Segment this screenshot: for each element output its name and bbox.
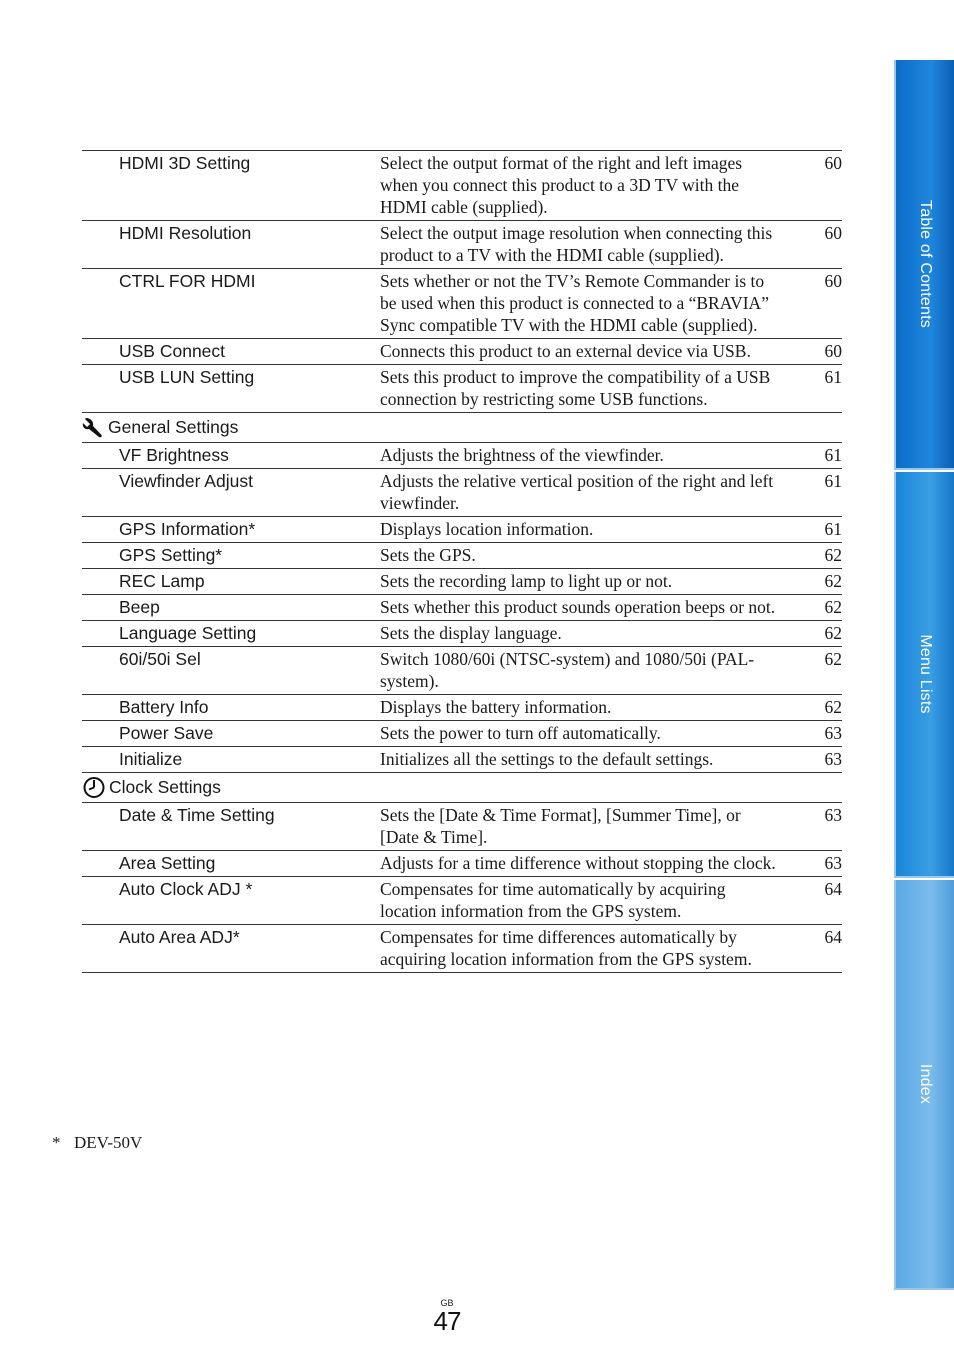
item-name: VF Brightness <box>119 445 229 465</box>
item-name: REC Lamp <box>119 571 205 591</box>
item-description: Adjusts the relative vertical position of the right and left viewfinder. <box>380 471 774 513</box>
tab-table-of-contents[interactable] <box>894 60 954 470</box>
item-description: Displays the battery information. <box>380 697 612 717</box>
table-row <box>82 221 842 269</box>
item-page-number: 63 <box>824 723 842 743</box>
item-name: Auto Area ADJ* <box>119 927 240 947</box>
page-language: GB <box>440 1298 454 1308</box>
item-page-number: 62 <box>824 545 842 565</box>
item-description: Adjusts the brightness of the viewfinder. <box>380 445 664 465</box>
item-name: USB LUN Setting <box>119 367 255 387</box>
item-page-number: 62 <box>824 649 842 669</box>
item-name: 60i/50i Sel <box>119 649 201 669</box>
table-row <box>82 647 842 695</box>
table-row <box>82 269 842 339</box>
item-page-number: 61 <box>824 471 842 491</box>
tab-index[interactable] <box>894 880 954 1290</box>
table-row <box>82 151 842 221</box>
item-page-number: 64 <box>824 879 842 899</box>
item-description: Select the output format of the right and left images when you connect this product to a 3D TV with the HDMI cable (supplied). <box>380 153 743 217</box>
item-description: Sets the [Date & Time Format], [Summer Time], or [Date & Time]. <box>380 805 741 847</box>
item-page-number: 63 <box>824 805 842 825</box>
item-description: Sets the GPS. <box>380 545 476 565</box>
table-row <box>82 517 842 543</box>
item-description: Initializes all the settings to the default settings. <box>380 749 714 769</box>
item-name: GPS Information* <box>119 519 256 539</box>
item-name: Power Save <box>119 723 214 743</box>
wrench-icon <box>82 416 106 438</box>
table-row <box>82 569 842 595</box>
item-description: Sets whether this product sounds operation beeps or not. <box>380 597 776 617</box>
item-page-number: 61 <box>824 445 842 465</box>
table-row <box>82 695 842 721</box>
item-description: Sets the display language. <box>380 623 562 643</box>
item-description: Sets whether or not the TV’s Remote Commander is to be used when this product is connected to a “BRAVIA” Sync compatible TV with the HDMI cable (supplied). <box>380 271 769 335</box>
item-name: Date & Time Setting <box>119 805 275 825</box>
item-description: Adjusts for a time difference without stopping the clock. <box>380 853 776 873</box>
item-description: Sets the recording lamp to light up or not. <box>380 571 673 591</box>
footnote-mark: * <box>52 1133 61 1152</box>
item-description: Switch 1080/60i (NTSC-system) and 1080/50i (PAL-system). <box>380 649 755 691</box>
table-row <box>82 721 842 747</box>
item-page-number: 60 <box>824 341 842 361</box>
table-row <box>82 925 842 973</box>
tab-label: Table of Contents <box>917 200 934 328</box>
section-header-general <box>82 413 842 443</box>
item-page-number: 62 <box>824 697 842 717</box>
clock-icon <box>82 776 107 798</box>
item-page-number: 64 <box>824 927 842 947</box>
item-name: Auto Clock ADJ * <box>119 879 253 899</box>
table-row <box>82 469 842 517</box>
table-row <box>82 339 842 365</box>
item-page-number: 62 <box>824 597 842 617</box>
table-row <box>82 877 842 925</box>
item-name: Initialize <box>119 749 183 769</box>
page-number-value: 47 <box>433 1306 461 1336</box>
table-row <box>82 595 842 621</box>
page-number <box>420 1298 474 1334</box>
table-row <box>82 803 842 851</box>
item-name: Beep <box>119 597 160 617</box>
item-name: Battery Info <box>119 697 209 717</box>
item-name: Language Setting <box>119 623 257 643</box>
item-description: Sets the power to turn off automatically. <box>380 723 661 743</box>
table-row <box>82 851 842 877</box>
item-page-number: 61 <box>824 367 842 387</box>
item-page-number: 61 <box>824 519 842 539</box>
section-title: Clock Settings <box>109 776 221 797</box>
tab-menu-lists[interactable] <box>894 472 954 878</box>
item-page-number: 63 <box>824 853 842 873</box>
item-page-number: 62 <box>824 623 842 643</box>
item-page-number: 60 <box>824 153 842 173</box>
item-description: Sets this product to improve the compatibility of a USB connection by restricting some USB functions. <box>380 367 771 409</box>
item-description: Displays location information. <box>380 519 594 539</box>
item-description: Connects this product to an external device via USB. <box>380 341 751 361</box>
table-row <box>82 443 842 469</box>
table-row <box>82 747 842 773</box>
item-name: Viewfinder Adjust <box>119 471 253 491</box>
menu-table <box>82 150 842 973</box>
item-name: GPS Setting* <box>119 545 223 565</box>
table-row <box>82 621 842 647</box>
table-row <box>82 543 842 569</box>
item-page-number: 62 <box>824 571 842 591</box>
tab-label: Menu Lists <box>917 634 934 714</box>
item-name: HDMI 3D Setting <box>119 153 251 173</box>
table-row <box>82 365 842 413</box>
item-description: Select the output image resolution when connecting this product to a TV with the HDMI cable (supplied). <box>380 223 773 265</box>
item-description: Compensates for time differences automatically by acquiring location information from the GPS system. <box>380 927 752 969</box>
footnote-text: DEV-50V <box>74 1133 143 1152</box>
item-description: Compensates for time automatically by acquiring location information from the GPS system. <box>380 879 726 921</box>
item-page-number: 60 <box>824 223 842 243</box>
section-header-clock <box>82 773 842 803</box>
section-title: General Settings <box>108 416 239 437</box>
item-name: HDMI Resolution <box>119 223 252 243</box>
tab-label: Index <box>917 1063 934 1105</box>
item-name: Area Setting <box>119 853 216 873</box>
footnote <box>52 1132 142 1154</box>
item-name: CTRL FOR HDMI <box>119 271 256 291</box>
item-page-number: 60 <box>824 271 842 291</box>
item-page-number: 63 <box>824 749 842 769</box>
item-name: USB Connect <box>119 341 226 361</box>
